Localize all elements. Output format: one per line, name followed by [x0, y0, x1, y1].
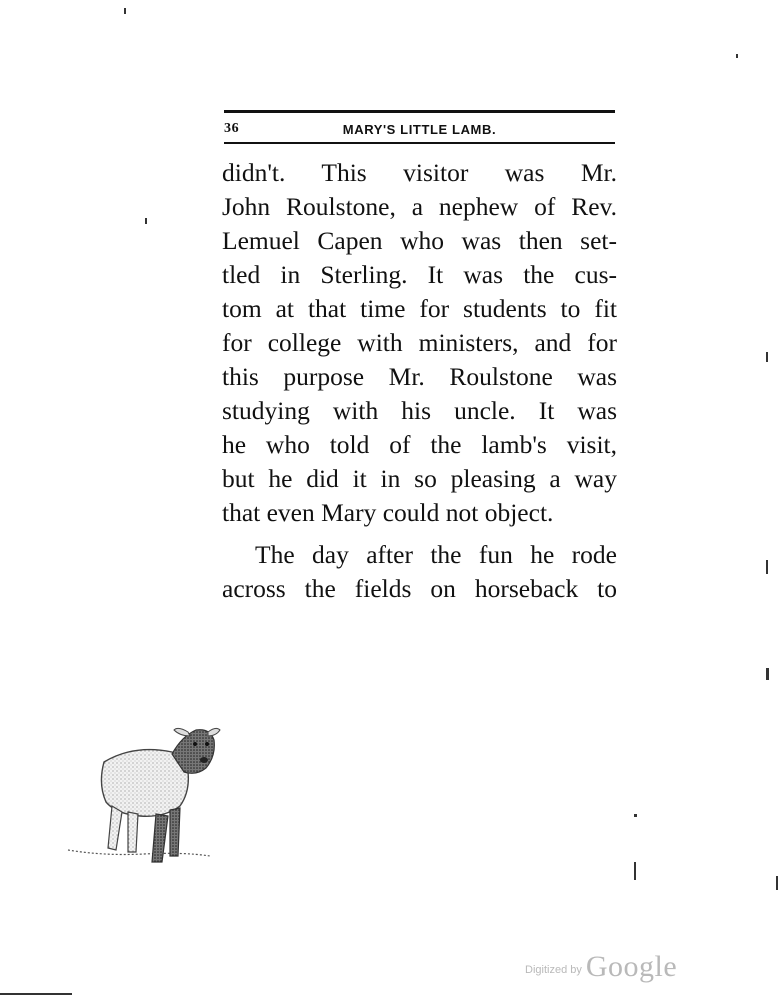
scan-mark	[124, 8, 126, 14]
body-text	[222, 156, 617, 606]
bottom-edge-rule	[0, 993, 72, 995]
text-line: tled in Sterling. It was the cus-	[222, 260, 617, 289]
watermark-brand: Google	[585, 950, 678, 983]
text-line: studying with his uncle. It was	[222, 396, 617, 425]
scan-mark	[776, 876, 778, 890]
scan-mark	[736, 54, 738, 58]
header-rule-bottom	[224, 142, 615, 144]
text-line: across the fields on horseback to	[222, 574, 617, 603]
text-line: that even Mary could not object.	[222, 498, 554, 527]
scan-mark	[766, 560, 768, 574]
page-number: 36	[224, 121, 240, 136]
text-line: Lemuel Capen who was then set-	[222, 226, 617, 255]
running-header	[224, 118, 615, 140]
scan-mark	[766, 668, 769, 680]
scan-mark	[634, 862, 636, 880]
digitized-watermark	[525, 942, 765, 982]
text-line: tom at that time for students to fit	[222, 294, 617, 323]
text-line: didn't. This visitor was Mr.	[222, 158, 617, 187]
text-line: for college with ministers, and for	[222, 328, 617, 357]
running-title: MARY'S LITTLE LAMB.	[342, 121, 497, 137]
scan-mark	[145, 218, 147, 224]
text-line: this purpose Mr. Roulstone was	[222, 362, 617, 391]
watermark-prefix: Digitized by	[525, 964, 582, 976]
text-line: John Roulstone, a nephew of Rev.	[222, 192, 617, 221]
lamb-icon	[64, 722, 224, 882]
text-line: but he did it in so pleasing a way	[222, 464, 617, 493]
text-line: he who told of the lamb's visit,	[222, 430, 617, 459]
scan-mark	[634, 814, 637, 817]
scan-mark	[766, 352, 768, 362]
text-line-paragraph-start: The day after the fun he rode	[255, 540, 617, 569]
header-rule-top	[224, 110, 615, 113]
